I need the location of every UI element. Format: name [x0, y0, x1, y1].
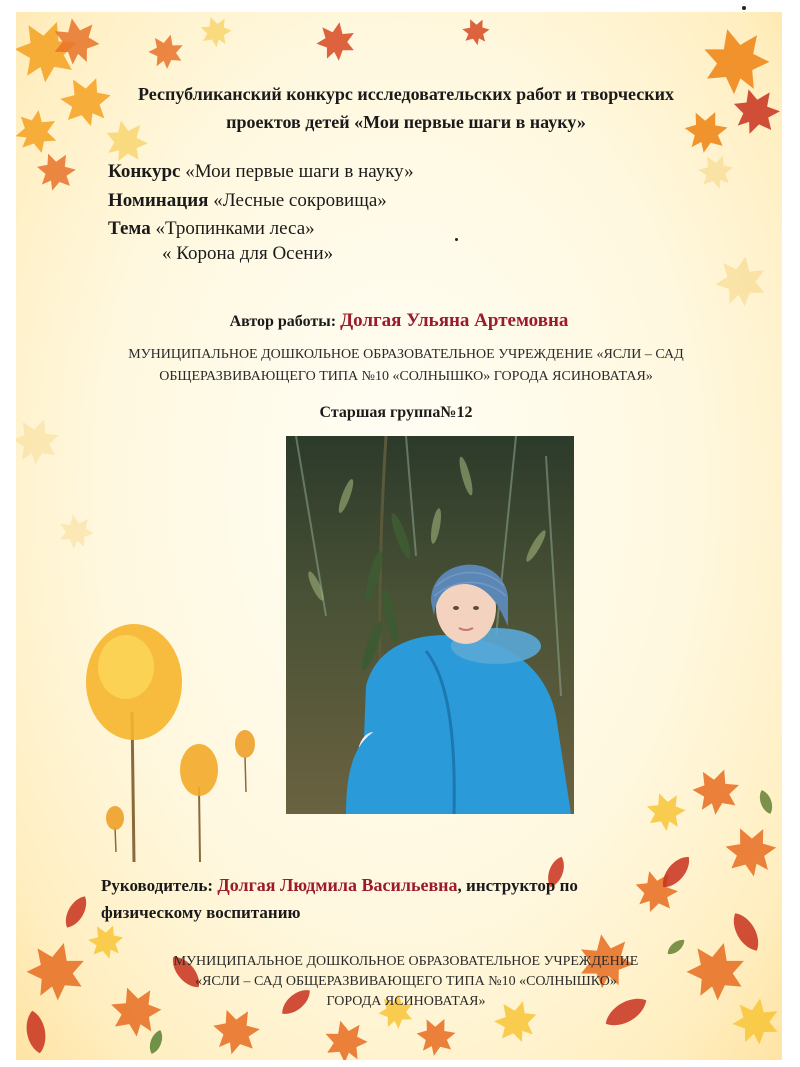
contest-label: Конкурс — [108, 161, 181, 182]
supervisor-block — [101, 872, 721, 926]
author-name: Долгая Ульяна Артемовна — [340, 310, 569, 331]
contest-value: «Мои первые шаги в науку» — [185, 161, 414, 182]
scan-speck — [742, 6, 746, 10]
supervisor-name: Долгая Людмила Васильевна — [217, 875, 458, 895]
institution-block — [56, 344, 756, 388]
contest-row — [108, 160, 414, 184]
contest-header-line1: Республиканский конкурс исследовательских работ и творческих — [138, 84, 674, 104]
contest-header-line2: проектов детей «Мои первые шаги в науку» — [226, 112, 586, 132]
topic-row — [108, 217, 315, 241]
author-label: Автор работы: — [229, 313, 337, 330]
supervisor-role-line1: , инструктор по — [457, 876, 578, 895]
nomination-label: Номинация — [108, 190, 209, 211]
author-line — [16, 310, 782, 332]
certificate-page — [16, 12, 782, 1060]
supervisor-label: Руководитель: — [101, 876, 214, 895]
institution-footer — [116, 952, 696, 1012]
nomination-value: «Лесные сокровища» — [213, 190, 387, 211]
institution-line1: МУНИЦИПАЛЬНОЕ ДОШКОЛЬНОЕ ОБРАЗОВАТЕЛЬНОЕ УЧРЕЖДЕНИЕ «ЯСЛИ – САД — [128, 347, 684, 362]
institution-line2: ОБЩЕРАЗВИВАЮЩЕГО ТИПА №10 «СОЛНЫШКО» ГОРОДА ЯСИНОВАТАЯ» — [159, 369, 653, 384]
group-label: Старшая группа№12 — [319, 404, 473, 421]
institution-footer-line1: МУНИЦИПАЛЬНОЕ ДОШКОЛЬНОЕ ОБРАЗОВАТЕЛЬНОЕ УЧРЕЖДЕНИЕ — [173, 954, 639, 969]
institution-footer-line3: ГОРОДА ЯСИНОВАТАЯ» — [326, 994, 486, 1009]
topic-label: Тема — [108, 218, 151, 239]
nomination-row — [108, 189, 387, 213]
topic-subtitle: « Корона для Осени» — [162, 243, 334, 264]
scan-speck — [455, 238, 458, 241]
child-photo — [286, 436, 574, 814]
contest-header — [76, 80, 736, 136]
institution-footer-line2: «ЯСЛИ – САД ОБЩЕРАЗВИВАЮЩЕГО ТИПА №10 «СОЛНЫШКО» — [195, 974, 617, 989]
topic-value: «Тропинками леса» — [155, 218, 315, 239]
supervisor-role-line2: физическому воспитанию — [101, 903, 301, 922]
